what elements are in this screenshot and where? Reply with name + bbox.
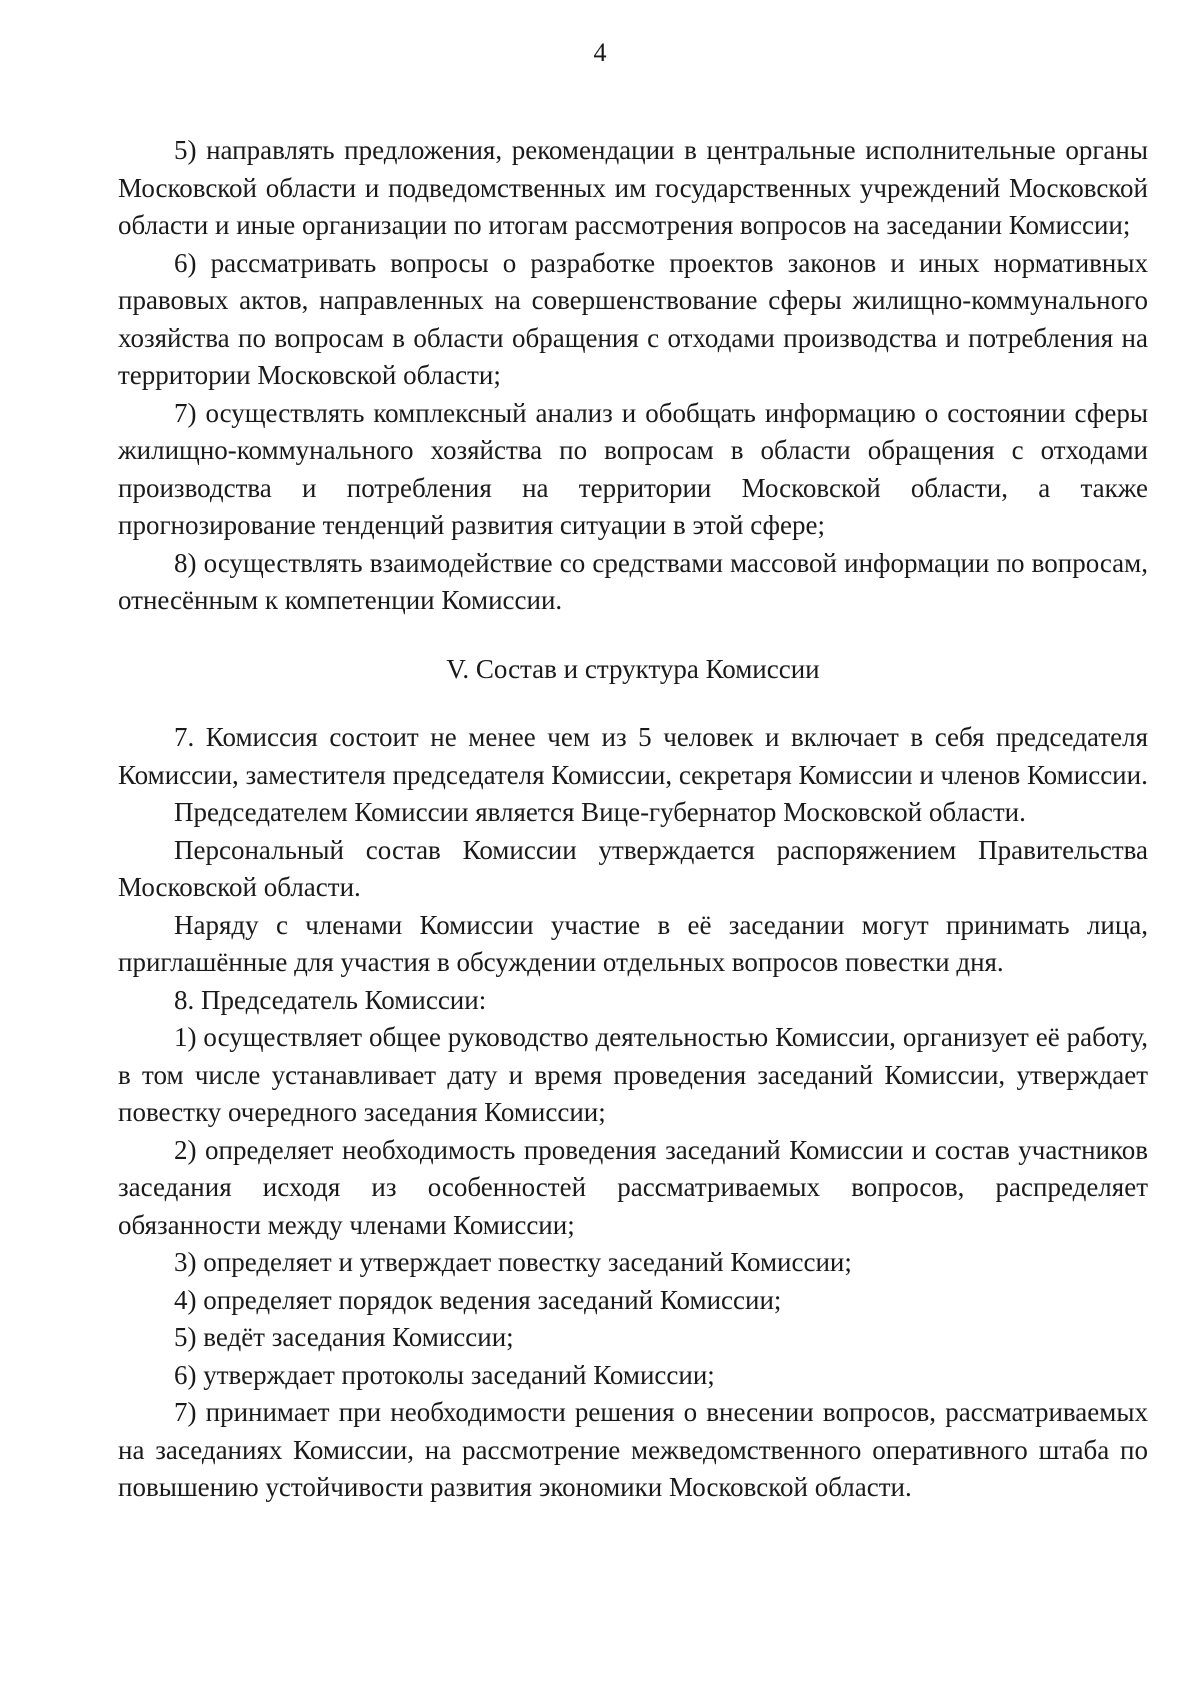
paragraph: 3) определяет и утверждает повестку заседаний Комиссии; xyxy=(174,1247,852,1277)
paragraph: 6) утверждает протоколы заседаний Комиссии; xyxy=(174,1359,715,1390)
paragraph: 6) рассматривать вопросы о разработке проектов законов и иных нормативных правовых актов, направленных на совершенствование сферы жилищно-коммунального хозяйства по вопросам в области обращения с отходами производства и потребления на территории Московской области; xyxy=(118,247,1148,390)
paragraph: Персональный состав Комиссии утверждается распоряжением Правительства Московской области. xyxy=(118,834,1148,902)
paragraph: 5) направлять предложения, рекомендации в центральные исполнительные органы Московской области и подведомственных им государственных учреждений Московской области и иные организации по итогам рассмотрения вопросов на заседании Комиссии; xyxy=(118,135,1148,240)
paragraph: 8. Председатель Комиссии: xyxy=(174,984,487,1015)
paragraph: 7) принимает при необходимости решения о внесении вопросов, рассматриваемых на заседаниях Комиссии, на рассмотрение межведомственного оперативного штаба по повышению устойчивости развития экономики Московской области. xyxy=(118,1397,1148,1502)
paragraph: Наряду с членами Комиссии участие в её заседании могут принимать лица, приглашённые для участия в обсуждении отдельных вопросов повестки дня. xyxy=(118,909,1148,977)
paragraph: 4) определяет порядок ведения заседаний Комиссии; xyxy=(174,1284,782,1315)
paragraph: 1) осуществляет общее руководство деятельностью Комиссии, организует её работу, в том числе устанавливает дату и время проведения заседаний Комиссии, утверждает повестку очередного заседания Комиссии; xyxy=(118,1022,1148,1127)
paragraph: 8) осуществлять взаимодействие со средствами массовой информации по вопросам, отнесённым к компетенции Комиссии. xyxy=(118,547,1148,615)
paragraph: Председателем Комиссии является Вице-губернатор Московской области. xyxy=(174,797,1026,827)
document-body xyxy=(118,132,1148,1507)
paragraph: 5) ведёт заседания Комиссии; xyxy=(174,1322,514,1352)
paragraph: 2) определяет необходимость проведения заседаний Комиссии и состав участников заседания исходя из особенностей рассматриваемых вопросов, распределяет обязанности между членами Комиссии; xyxy=(118,1134,1148,1240)
page-number: 4 xyxy=(593,38,607,67)
paragraph: 7. Комиссия состоит не менее чем из 5 человек и включает в себя председателя Комиссии, заместителя председателя Комиссии, секретаря Комиссии и членов Комиссии. xyxy=(118,722,1148,790)
section-heading: V. Состав и структура Комиссии xyxy=(446,653,820,684)
paragraph: 7) осуществлять комплексный анализ и обобщать информацию о состоянии сферы жилищно-коммунального хозяйства по вопросам в области обращения с отходами производства и потребления на территории Московской области, а также прогнозирование тенденций развития ситуации в этой сфере; xyxy=(118,397,1148,540)
